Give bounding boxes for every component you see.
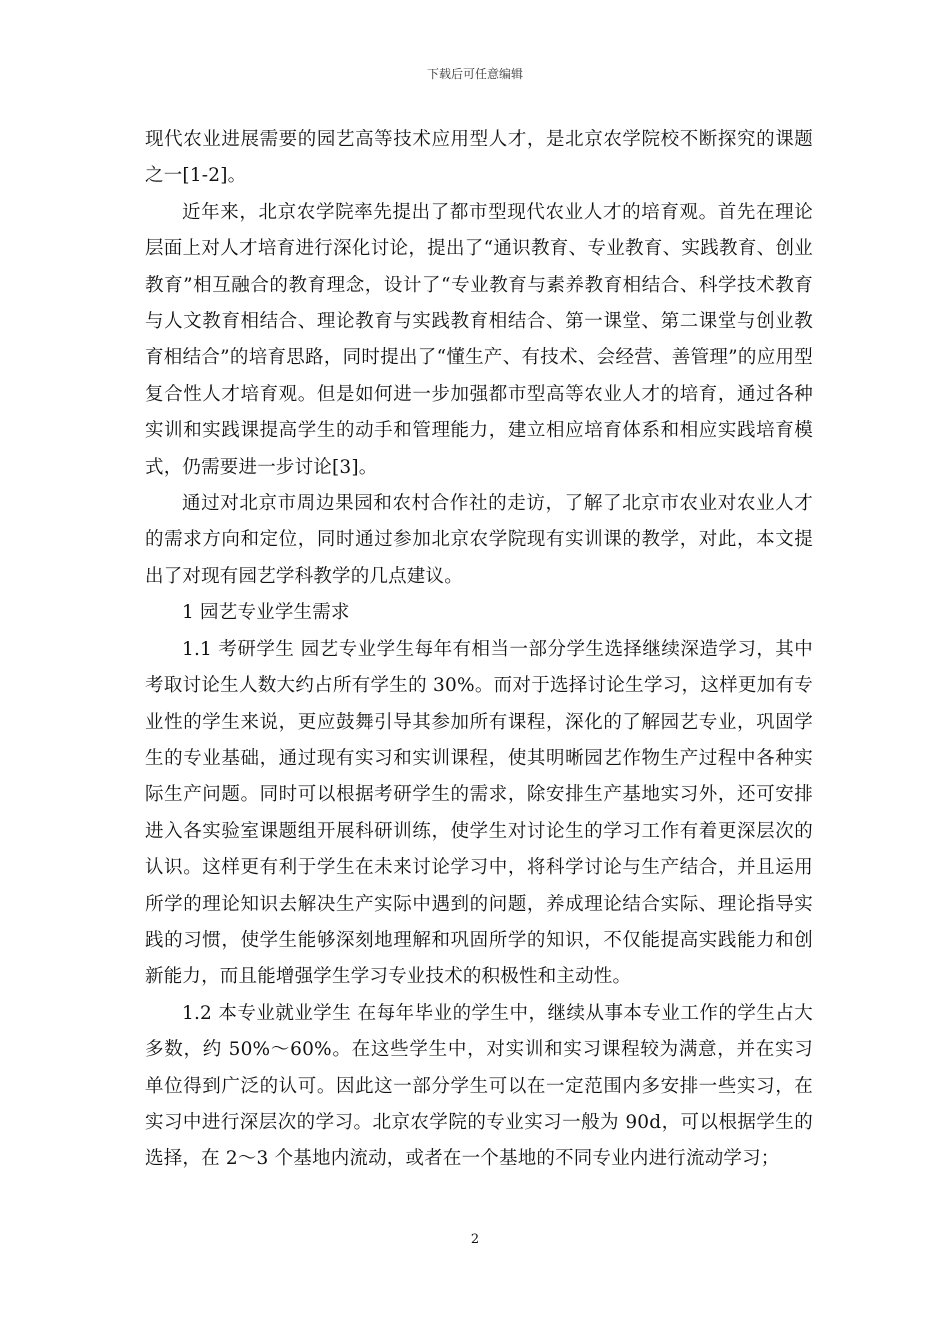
page-header-note: 下载后可任意编辑 <box>426 67 523 81</box>
body-text <box>145 122 813 1178</box>
section-heading-1: 1 园艺专业学生需求 <box>182 602 350 624</box>
paragraph-1-2: 1.2 本专业就业学生 在每年毕业的学生中，继续从事本专业工作的学生占大多数，约 50%～60%。在这些学生中，对实训和实习课程较为满意，并在实习单位得到广泛的认可。因此这一部分学生可以在一定范围内多安排一些实习，在实习中进行深层次的学习。北京农学院的专业实习一般为 90d，可以根据学生的选择，在 2～3 个基地内流动，或者在一个基地的不同专业内进行流动学习； <box>145 1002 813 1170</box>
paragraph-1: 现代农业进展需要的园艺高等技术应用型人才，是北京农学院校不断探究的课题之一[1-2]。 <box>145 129 813 187</box>
paragraph-2: 近年来，北京农学院率先提出了都市型现代农业人才的培育观。首先在理论层面上对人才培育进行深化讨论，提出了“通识教育、专业教育、实践教育、创业教育”相互融合的教育理念，设计了“专业教育与素养教育相结合、科学技术教育与人文教育相结合、理论教育与实践教育相结合、第一课堂、第二课堂与创业教育相结合”的培育思路，同时提出了“懂生产、有技术、会经营、善管理”的应用型复合性人才培育观。但是如何进一步加强都市型高等农业人才的培育，通过各种实训和实践课提高学生的动手和管理能力，建立相应培育体系和相应实践培育模式，仍需要进一步讨论[3]。 <box>145 201 813 478</box>
paragraph-1-1: 1.1 考研学生 园艺专业学生每年有相当一部分学生选择继续深造学习，其中考取讨论生人数大约占所有学生的 30%。而对于选择讨论生学习，这样更加有专业性的学生来说，更应鼓舞引导其参加所有课程，深化的了解园艺专业，巩固学生的专业基础，通过现有实习和实训课程，使其明晰园艺作物生产过程中各种实际生产问题。同时可以根据考研学生的需求，除安排生产基地实习外，还可安排进入各实验室课题组开展科研训练，使学生对讨论生的学习工作有着更深层次的认识。这样更有利于学生在未来讨论学习中，将科学讨论与生产结合，并且运用所学的理论知识去解决生产实际中遇到的问题，养成理论结合实际、理论指导实践的习惯，使学生能够深刻地理解和巩固所学的知识，不仅能提高实践能力和创新能力，而且能增强学生学习专业技术的积极性和主动性。 <box>145 638 813 988</box>
page-number: 2 <box>470 1232 480 1247</box>
paragraph-3: 通过对北京市周边果园和农村合作社的走访，了解了北京市农业对农业人才的需求方向和定位，同时通过参加北京农学院现有实训课的教学，对此，本文提出了对现有园艺学科教学的几点建议。 <box>145 493 813 587</box>
